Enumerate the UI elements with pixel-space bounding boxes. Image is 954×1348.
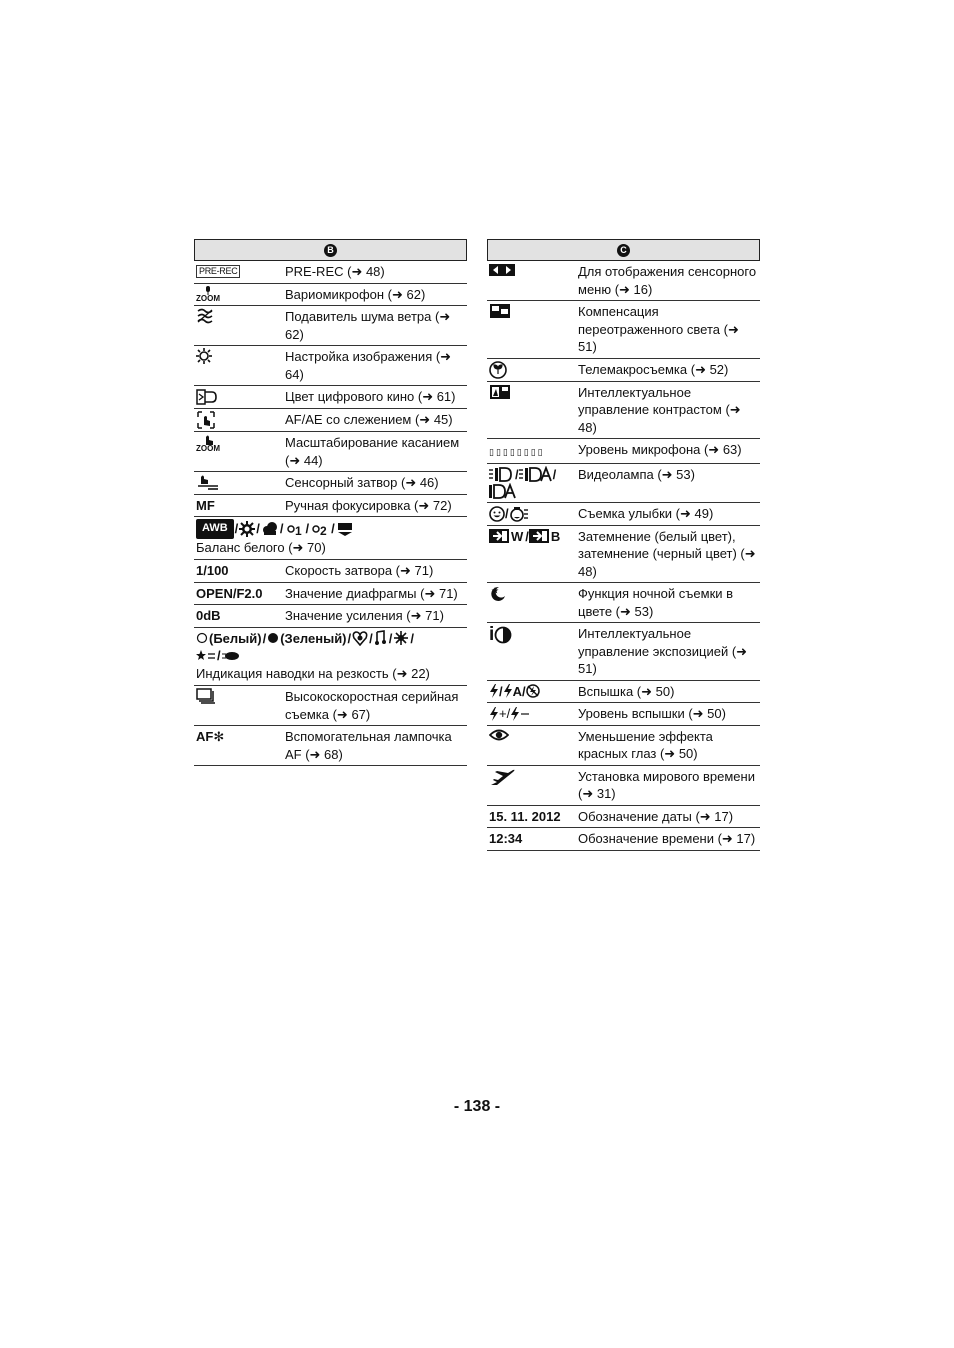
focus-indicator-row [194, 628, 467, 687]
table-row [194, 306, 467, 346]
video-light-icons: / / [489, 466, 578, 500]
gain-value: 0dB [196, 608, 221, 623]
airplane-icon [489, 768, 517, 788]
table-row [487, 464, 760, 503]
sport-icon [222, 650, 240, 662]
indoor1-wb-icon [285, 521, 305, 537]
white-balance-row [194, 517, 467, 560]
table-b-header [194, 239, 467, 261]
table-row [487, 503, 760, 526]
row-desc: Обозначение даты (➜ 17) [578, 808, 734, 824]
wb-icons: AWB / / / 1 / 2 / [196, 519, 465, 539]
mf-icon: MF [196, 497, 215, 513]
row-desc: Затемнение (белый цвет), затемнение (черный цвет) (➜ 48) [578, 528, 756, 579]
table-row [194, 605, 467, 628]
table-row [194, 284, 467, 307]
table-row [194, 432, 467, 472]
page-number: - 138 - [453, 1098, 501, 1115]
table-row [487, 726, 760, 766]
row-desc: Телемакросъемка (➜ 52) [578, 361, 729, 377]
fade-icons: W / B [489, 528, 560, 545]
row-desc: Ручная фокусировка (➜ 72) [285, 497, 452, 513]
date-value: 15. 11. 2012 [489, 808, 561, 824]
table-row [194, 472, 467, 495]
table-row [487, 583, 760, 623]
row-desc: Интеллектуальное управление экспозицией (➜ 51) [578, 626, 748, 676]
green-circle-icon [267, 632, 279, 644]
aperture-value: OPEN/F2.0 [196, 585, 263, 601]
flash-icons: / A / [489, 683, 540, 700]
row-desc: Вариомикрофон (➜ 62) [285, 286, 426, 302]
burst-shooting-icon [196, 688, 216, 704]
focus-white-label: (Белый) [209, 630, 262, 646]
af-assist-icon: AF✻ [196, 729, 225, 744]
table-row [487, 526, 760, 584]
table-b [194, 239, 467, 766]
touch-shutter-icon [196, 474, 220, 490]
table-c-header [487, 239, 760, 261]
fade-black-label: B [550, 528, 561, 544]
row-desc: Обозначение времени (➜ 17) [578, 831, 756, 846]
table-row [194, 261, 467, 284]
smile-shot-icon: / [489, 505, 529, 522]
row-desc: Сенсорный затвор (➜ 46) [285, 475, 439, 490]
row-desc: Значение диафрагмы (➜ 71) [285, 585, 458, 601]
fade-white-label: W [511, 528, 524, 544]
row-desc: Компенсация переотраженного света (➜ 51) [578, 304, 739, 354]
focus-desc: Индикация наводки на резкость (➜ 22) [196, 665, 430, 681]
tele-macro-icon [489, 361, 507, 379]
digital-cinema-icon [196, 388, 218, 406]
table-row [487, 382, 760, 440]
manual-wb-icon [336, 521, 354, 537]
night-scenery-icon [196, 649, 216, 663]
row-desc: Настройка изображения (➜ 64) [285, 349, 452, 382]
row-desc: AF/AE со слежением (➜ 45) [285, 412, 453, 427]
row-desc: Уменьшение эффекта красных глаз (➜ 50) [578, 728, 713, 761]
row-desc: Цвет цифрового кино (➜ 61) [285, 389, 456, 404]
table-row [487, 261, 760, 301]
table-row [194, 560, 467, 583]
backlight-icon [489, 303, 511, 319]
table-row [487, 681, 760, 704]
shutter-speed-value: 1/100 [196, 563, 229, 578]
row-desc: Для отображения сенсорного меню (➜ 16) [578, 264, 757, 297]
contrast-control-icon [489, 384, 511, 400]
mic-level-meter: ▯▯▯▯▯▯▯▯ [489, 447, 545, 457]
table-row [194, 386, 467, 409]
soft-skin-icon [374, 630, 388, 646]
focus-green-label: (Зеленый) [280, 630, 347, 646]
table-row [194, 583, 467, 606]
table-row [194, 726, 467, 766]
table-row [194, 495, 467, 518]
picture-adjust-icon [196, 348, 212, 364]
row-desc: Видеолампа (➜ 53) [578, 467, 695, 482]
row-desc: PRE-REC (➜ 48) [285, 264, 385, 279]
wind-noise-icon [196, 308, 214, 324]
table-row [487, 623, 760, 681]
time-value: 12:34 [489, 831, 523, 846]
table-c [487, 239, 760, 851]
spotlight-icon [393, 630, 409, 646]
zoom-mic-icon: ZOOM [196, 286, 220, 303]
touch-menu-icon [489, 263, 515, 277]
row-desc: Уровень вспышки (➜ 50) [578, 706, 726, 721]
table-row [194, 346, 467, 386]
wb-desc: Баланс белого (➜ 70) [196, 539, 326, 555]
row-desc: Съемка улыбки (➜ 49) [578, 506, 714, 521]
table-row [487, 439, 760, 464]
svg-text:2: 2 [320, 523, 327, 537]
section-badge-c: C [617, 244, 630, 257]
row-desc: Установка мирового времени (➜ 31) [578, 768, 755, 801]
tracking-af-icon [196, 411, 216, 429]
indoor2-wb-icon [310, 521, 330, 537]
white-circle-icon [196, 632, 208, 644]
awb-icon: AWB [196, 519, 234, 539]
indoor-wb-icon [239, 521, 255, 537]
focus-icons: (Белый) / (Зеленый) / / / / [196, 630, 465, 648]
row-desc: Интеллектуальное управление контрастом (➜ 48) [578, 384, 741, 435]
pre-rec-icon: PRE-REC [196, 265, 240, 278]
intelligent-exposure-icon: i [489, 625, 512, 644]
table-row [194, 686, 467, 726]
table-row [487, 806, 760, 829]
section-badge-b: B [324, 244, 337, 257]
table-row [487, 301, 760, 359]
table-row [487, 766, 760, 806]
red-eye-icon [489, 728, 509, 742]
table-row [487, 359, 760, 382]
table-row [487, 828, 760, 851]
cloudy-wb-icon [261, 521, 279, 537]
portrait-icon [352, 631, 368, 646]
flash-level-icons: +/ [489, 705, 530, 722]
svg-text:1: 1 [294, 523, 302, 537]
row-desc: Уровень микрофона (➜ 63) [578, 442, 742, 457]
focus-icons-2: / [196, 647, 465, 665]
row-desc: Высокоскоростная серийная съемка (➜ 67) [285, 689, 459, 722]
table-row [194, 409, 467, 432]
color-night-icon [489, 585, 507, 601]
row-desc: Функция ночной съемки в цвете (➜ 53) [578, 586, 734, 619]
row-desc: Вспышка (➜ 50) [578, 683, 675, 699]
table-row [487, 703, 760, 726]
row-desc: Вспомогательная лампочка AF (➜ 68) [285, 729, 452, 762]
row-desc: Подавитель шума ветра (➜ 62) [285, 309, 451, 342]
row-desc: Значение усиления (➜ 71) [285, 608, 444, 623]
row-desc: Масштабирование касанием (➜ 44) [285, 435, 460, 468]
touch-zoom-icon: ZOOM [196, 434, 220, 453]
row-desc: Скорость затвора (➜ 71) [285, 563, 434, 578]
